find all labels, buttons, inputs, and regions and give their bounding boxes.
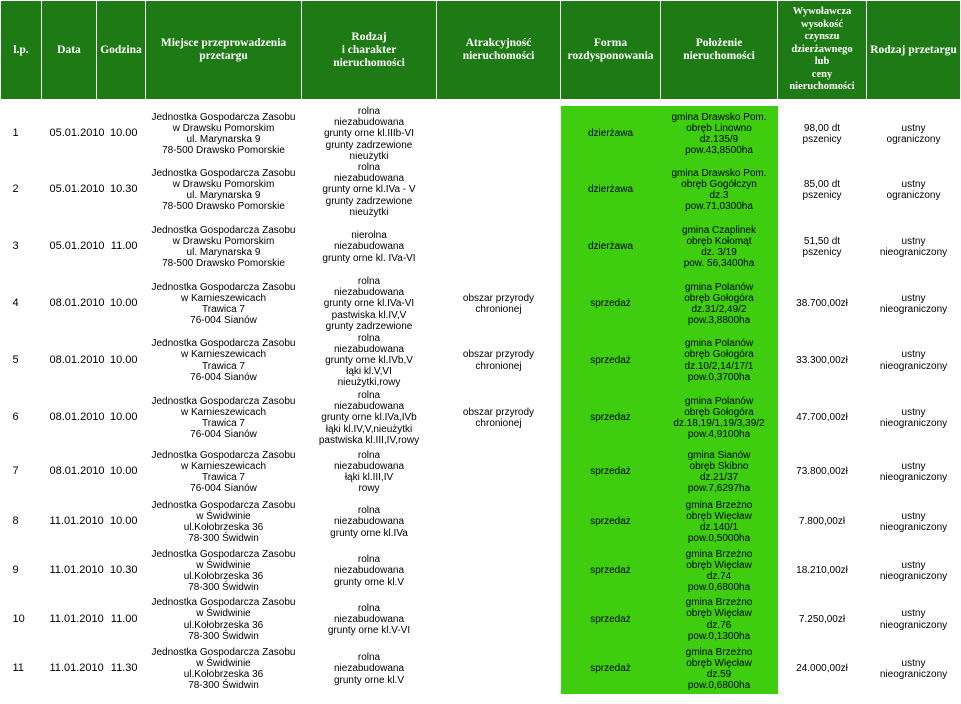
- cell-data: 11.01.2010: [49, 662, 104, 675]
- cell-przetarg: ustny nieograniczony: [879, 510, 948, 534]
- cell-atrakcyjnosc: [437, 447, 561, 497]
- cell-godzina: 10.00: [109, 465, 138, 478]
- cell-data: 08.01.2010: [49, 297, 105, 310]
- table-row: [1, 497, 961, 547]
- cell-forma: sprzedaż: [561, 547, 661, 595]
- cell-atrakcyjnosc: [437, 218, 561, 276]
- header-lp: l.p.: [1, 1, 42, 100]
- cell-atrakcyjnosc: [437, 644, 561, 694]
- cell-godzina: 10.00: [109, 515, 138, 528]
- cell-data: 11.01.2010: [49, 515, 104, 528]
- table-row: [1, 447, 961, 497]
- cell-miejsce: Jednostka Gospodarcza Zasobu w Świdwinie ul.Kołobrzeska 36 78-300 Świdwin: [151, 646, 296, 692]
- cell-lp: 1: [12, 127, 19, 140]
- cell-atrakcyjnosc: [437, 595, 561, 644]
- cell-cena: 38.700,00zł: [796, 298, 848, 310]
- cell-polozenie: gmina Brzeżno obręb Więcław dz.140/1 pow.0,5000ha: [661, 497, 778, 547]
- cell-godzina: 10.00: [109, 297, 138, 310]
- table-row: [1, 595, 961, 644]
- header-polozenie: Położenie nieruchomości: [661, 1, 778, 100]
- cell-cena: 7.250,00zł: [798, 613, 846, 625]
- table-body: [1, 100, 961, 695]
- cell-cena: 85,00 dt pszenicy: [802, 178, 842, 202]
- table-row: [1, 389, 961, 447]
- cell-forma: dzierżawa: [561, 218, 661, 276]
- cell-cena: 73.800,00zł: [796, 466, 848, 478]
- header-row: [1, 1, 961, 100]
- cell-miejsce: Jednostka Gospodarcza Zasobu w Karnieszewicach Trawica 7 76-004 Sianów: [151, 449, 296, 495]
- cell-rodzaj: rolna niezabudowana grunty orne kl.IIIb-VI grunty zadrzewione nieużytki: [323, 106, 415, 162]
- cell-przetarg: ustny nieograniczony: [879, 349, 948, 372]
- cell-lp: 6: [12, 411, 19, 424]
- cell-forma: sprzedaż: [561, 332, 661, 389]
- table-row: [1, 276, 961, 332]
- cell-przetarg: ustny nieograniczony: [879, 460, 948, 484]
- cell-rodzaj: nierolna niezabudowana grunty orne kl. IVa-VI: [322, 230, 416, 264]
- cell-rodzaj: rolna niezabudowana grunty orne kl.IVa - V grunty zadrzewione nieużytki: [322, 162, 416, 218]
- cell-lp: 8: [12, 515, 19, 528]
- cell-polozenie: gmina Brzeżno obręb Więcław dz.74 pow.0,6800ha: [661, 547, 778, 595]
- header-rodzaj-przetargu: Rodzaj przetargu: [867, 1, 961, 100]
- cell-data: 08.01.2010: [49, 353, 105, 366]
- header-data: Data: [42, 1, 97, 100]
- cell-miejsce: Jednostka Gospodarcza Zasobu w Świdwinie ul.Kołobrzeska 36 78-300 Świdwin: [151, 548, 296, 594]
- cell-cena: 47.700,00zł: [796, 412, 848, 424]
- cell-data: 11.01.2010: [49, 564, 104, 577]
- cell-cena: 24.000,00zł: [796, 663, 848, 675]
- header-forma: Forma rozdysponowania: [561, 1, 661, 100]
- cell-cena: 98,00 dt pszenicy: [802, 122, 842, 145]
- table-row: [1, 332, 961, 389]
- cell-data: 05.01.2010: [49, 240, 105, 253]
- cell-polozenie: gmina Czaplinek obręb Kołomąt dz. 3/19 pow. 56,3400ha: [661, 218, 778, 276]
- header-godzina: Godzina: [97, 1, 146, 100]
- cell-miejsce: Jednostka Gospodarcza Zasobu w Drawsku Pomorskim ul. Marynarska 9 78-500 Drawsko Pomorskie: [151, 111, 296, 157]
- cell-data: 05.01.2010: [49, 127, 105, 140]
- cell-polozenie: gmina Drawsko Pom. obręb Linowno dz.135/9 pow.43,8500ha: [661, 106, 778, 162]
- cell-rodzaj: rolna niezabudowana grunty orne kl.V-VI: [327, 602, 411, 637]
- cell-miejsce: Jednostka Gospodarcza Zasobu w Drawsku Pomorskim ul. Marynarska 9 78-500 Drawsko Pomorskie: [151, 224, 296, 270]
- cell-data: 11.01.2010: [49, 612, 104, 625]
- cell-rodzaj: rolna niezabudowana grunty orne kl.IVa-VI pastwiska kl.IV,V grunty zadrzewione: [323, 276, 415, 332]
- cell-cena: 7.800,00zł: [798, 516, 846, 528]
- header-rodzaj: Rodzaj i charakter nieruchomości: [302, 1, 437, 100]
- cell-miejsce: Jednostka Gospodarcza Zasobu w Karnieszewicach Trawica 7 76-004 Sianów: [151, 281, 296, 327]
- cell-polozenie: gmina Polanów obręb Gołogóra dz.18,19/1,19/3,39/2 pow.4,9100ha: [661, 389, 778, 447]
- cell-przetarg: ustny nieograniczony: [879, 235, 948, 259]
- cell-data: 08.01.2010: [49, 465, 105, 478]
- table-row: [1, 106, 961, 162]
- cell-forma: sprzedaż: [561, 644, 661, 694]
- cell-lp: 2: [12, 183, 19, 196]
- table-row: [1, 162, 961, 218]
- cell-atrakcyjnosc: [437, 547, 561, 595]
- cell-miejsce: Jednostka Gospodarcza Zasobu w Świdwinie ul.Kołobrzeska 36 78-300 Świdwin: [151, 597, 296, 642]
- cell-polozenie: gmina Polanów obręb Gołogóra dz.10/2,14/17/1 pow.0,3700ha: [661, 332, 778, 389]
- header-miejsce: Miejsce przeprowadzenia przetargu: [146, 1, 302, 100]
- cell-atrakcyjnosc: [437, 106, 561, 162]
- cell-polozenie: gmina Sianów obręb Skibno dz.21/37 pow.7,6297ha: [661, 447, 778, 497]
- cell-rodzaj: rolna niezabudowana grunty orne kl.IVb,V łąki kl.V,VI nieużytki,rowy: [325, 332, 413, 389]
- cell-przetarg: ustny ograniczony: [886, 122, 941, 145]
- cell-forma: sprzedaż: [561, 389, 661, 447]
- cell-forma: dzierżawa: [561, 106, 661, 162]
- cell-godzina: 10.00: [109, 353, 138, 366]
- cell-godzina: 10.00: [109, 127, 138, 140]
- cell-data: 05.01.2010: [49, 183, 105, 196]
- cell-miejsce: Jednostka Gospodarcza Zasobu w Karnieszewicach Trawica 7 76-004 Sianów: [151, 395, 296, 441]
- cell-lp: 3: [12, 240, 19, 253]
- cell-przetarg: ustny nieograniczony: [879, 608, 948, 631]
- cell-atrakcyjnosc: obszar przyrody chronionej: [462, 406, 535, 430]
- cell-lp: 11: [12, 662, 24, 675]
- cell-lp: 7: [12, 465, 19, 478]
- cell-forma: sprzedaż: [561, 595, 661, 644]
- cell-atrakcyjnosc: obszar przyrody chronionej: [462, 292, 535, 316]
- cell-miejsce: Jednostka Gospodarcza Zasobu w Karnieszewicach Trawica 7 76-004 Sianów: [151, 338, 296, 383]
- cell-polozenie: gmina Brzeżno obręb Więcław dz.76 pow.0,1300ha: [661, 595, 778, 644]
- cell-cena: 33.300,00zł: [796, 354, 848, 366]
- cell-godzina: 10.00: [109, 411, 138, 424]
- cell-rodzaj: rolna niezabudowana grunty orne kl.IVa: [330, 505, 408, 539]
- cell-godzina: 10.30: [109, 564, 138, 577]
- cell-polozenie: gmina Drawsko Pom. obręb Gogółczyn dz.3 pow.71,0300ha: [661, 162, 778, 218]
- table-row: [1, 218, 961, 276]
- cell-lp: 10: [12, 612, 25, 625]
- cell-atrakcyjnosc: [437, 162, 561, 218]
- cell-miejsce: Jednostka Gospodarcza Zasobu w Świdwinie ul.Kołobrzeska 36 78-300 Świdwin: [151, 499, 296, 545]
- cell-forma: sprzedaż: [561, 447, 661, 497]
- cell-atrakcyjnosc: [437, 497, 561, 547]
- cell-forma: sprzedaż: [561, 276, 661, 332]
- cell-atrakcyjnosc: obszar przyrody chronionej: [462, 349, 535, 372]
- cell-forma: sprzedaż: [561, 497, 661, 547]
- cell-godzina: 11.00: [110, 240, 138, 253]
- cell-rodzaj: rolna niezabudowana grunty orne kl.IVa,IVb łąki kl.IV,V,nieużytki pastwiska kl.III,IV,rowy: [318, 390, 420, 446]
- cell-data: 08.01.2010: [49, 411, 105, 424]
- cell-przetarg: ustny ograniczony: [886, 178, 941, 202]
- header-atrakcyjnosc: Atrakcyjność nieruchomości: [437, 1, 561, 100]
- cell-lp: 9: [12, 564, 19, 577]
- cell-przetarg: ustny nieograniczony: [879, 406, 948, 430]
- table-row: [1, 547, 961, 595]
- cell-forma: dzierżawa: [561, 162, 661, 218]
- cell-polozenie: gmina Brzeżno obręb Więcław dz.59 pow.0,6800ha: [661, 644, 778, 694]
- cell-godzina: 11.00: [110, 612, 138, 625]
- cell-cena: 18.210,00zł: [796, 565, 848, 577]
- cell-przetarg: ustny nieograniczony: [879, 657, 948, 681]
- cell-rodzaj: rolna niezabudowana grunty orne kl.V: [333, 554, 405, 588]
- cell-godzina: 11.30: [110, 662, 138, 675]
- cell-przetarg: ustny nieograniczony: [879, 292, 948, 316]
- cell-polozenie: gmina Polanów obręb Gołogóra dz.31/2,49/2 pow.3,8800ha: [661, 276, 778, 332]
- cell-lp: 5: [12, 353, 19, 366]
- cell-rodzaj: rolna niezabudowana łąki kl.III,IV rowy: [333, 449, 405, 495]
- cell-przetarg: ustny nieograniczony: [879, 559, 948, 583]
- header-cena: Wywoławcza wysokość czynszu dzierżawnego lub ceny nieruchomości: [778, 1, 867, 100]
- cell-cena: 51,50 dt pszenicy: [802, 235, 842, 259]
- cell-lp: 4: [12, 297, 19, 310]
- cell-miejsce: Jednostka Gospodarcza Zasobu w Drawsku Pomorskim ul. Marynarska 9 78-500 Drawsko Pomorskie: [151, 167, 296, 213]
- cell-godzina: 10.30: [109, 183, 138, 196]
- cell-rodzaj: rolna niezabudowana grunty orne kl.V: [333, 652, 405, 686]
- table-row: [1, 644, 961, 694]
